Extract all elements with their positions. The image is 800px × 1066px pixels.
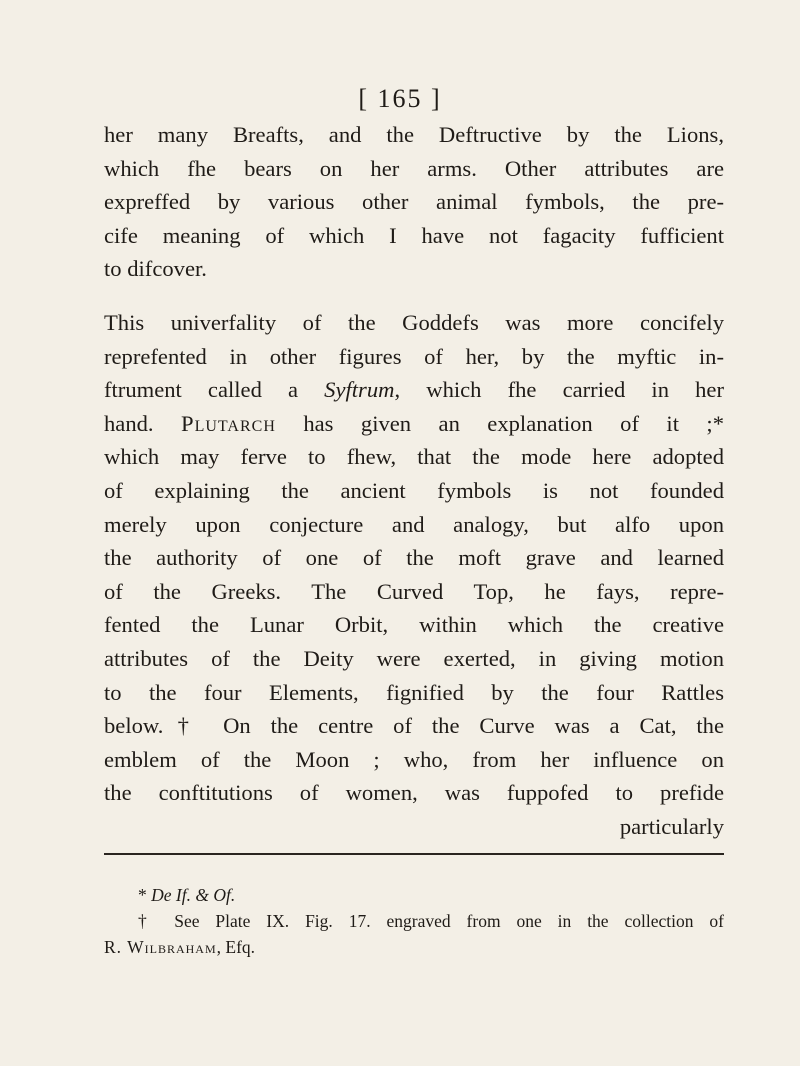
- text-line: her many Breafts, and the Deftructive by the Lions,: [104, 122, 724, 147]
- italic-term: Syftrum: [324, 377, 395, 403]
- footnote-text: De If. & Of.: [151, 885, 236, 905]
- text-line: to difcover.: [104, 256, 207, 282]
- paragraph-gap: [104, 286, 724, 306]
- text-line: reprefented in other figures of her, by the myftic in-: [104, 343, 724, 369]
- text-line: [104, 407, 724, 441]
- text-line: to the four Elements, fignified by the four Rattles: [104, 679, 724, 705]
- text-line: emblem of the Moon ; who, from her influence on: [104, 746, 724, 772]
- footnote-name: R. Wilbraham: [104, 937, 217, 957]
- footnotes: [104, 882, 724, 960]
- footnote-text: , Efq.: [216, 937, 256, 957]
- text-line: of the Greeks. The Curved Top, he fays, repre-: [104, 578, 724, 604]
- footnote-2-continuation: [104, 934, 724, 960]
- text-line: the authority of one of the moft grave and learned: [104, 545, 724, 571]
- body-text: [104, 118, 724, 843]
- footnote-2: † See Plate IX. Fig. 17. engraved from one in the collection of: [138, 911, 724, 931]
- catchword: particularly: [619, 813, 724, 839]
- text-run: hand.: [104, 410, 182, 436]
- page-number: [ 165 ]: [358, 84, 442, 113]
- text-line: merely upon conjecture and analogy, but alfo upon: [104, 511, 724, 537]
- text-run: ftrument called a: [104, 377, 325, 403]
- text-line: the conftitutions of women, was fuppofed to prefide: [104, 780, 724, 806]
- text-line: which fhe bears on her arms. Other attributes are: [104, 155, 724, 181]
- author-name: Plutarch: [181, 410, 276, 436]
- text-line: [104, 373, 724, 407]
- text-line: which may ferve to fhew, that the mode here adopted: [104, 444, 724, 470]
- footnote-1: [104, 882, 724, 908]
- text-line: attributes of the Deity were exerted, in giving motion: [104, 645, 724, 671]
- text-run: , which fhe carried in her: [394, 377, 724, 403]
- text-line: This univerfality of the Goddefs was more concifely: [104, 309, 724, 335]
- text-line: expreffed by various other animal fymbols, the pre-: [104, 189, 724, 215]
- text-line: cife meaning of which I have not fagacity fufficient: [104, 222, 724, 248]
- text-run: has given an explanation of it ;*: [275, 410, 725, 436]
- text-line: below.† On the centre of the Curve was a Cat, the: [104, 713, 724, 739]
- footnote-divider: [104, 853, 724, 855]
- text-line: fented the Lunar Orbit, within which the creative: [104, 612, 724, 638]
- text-line: of explaining the ancient fymbols is not founded: [104, 477, 724, 503]
- footnote-mark: *: [138, 885, 152, 905]
